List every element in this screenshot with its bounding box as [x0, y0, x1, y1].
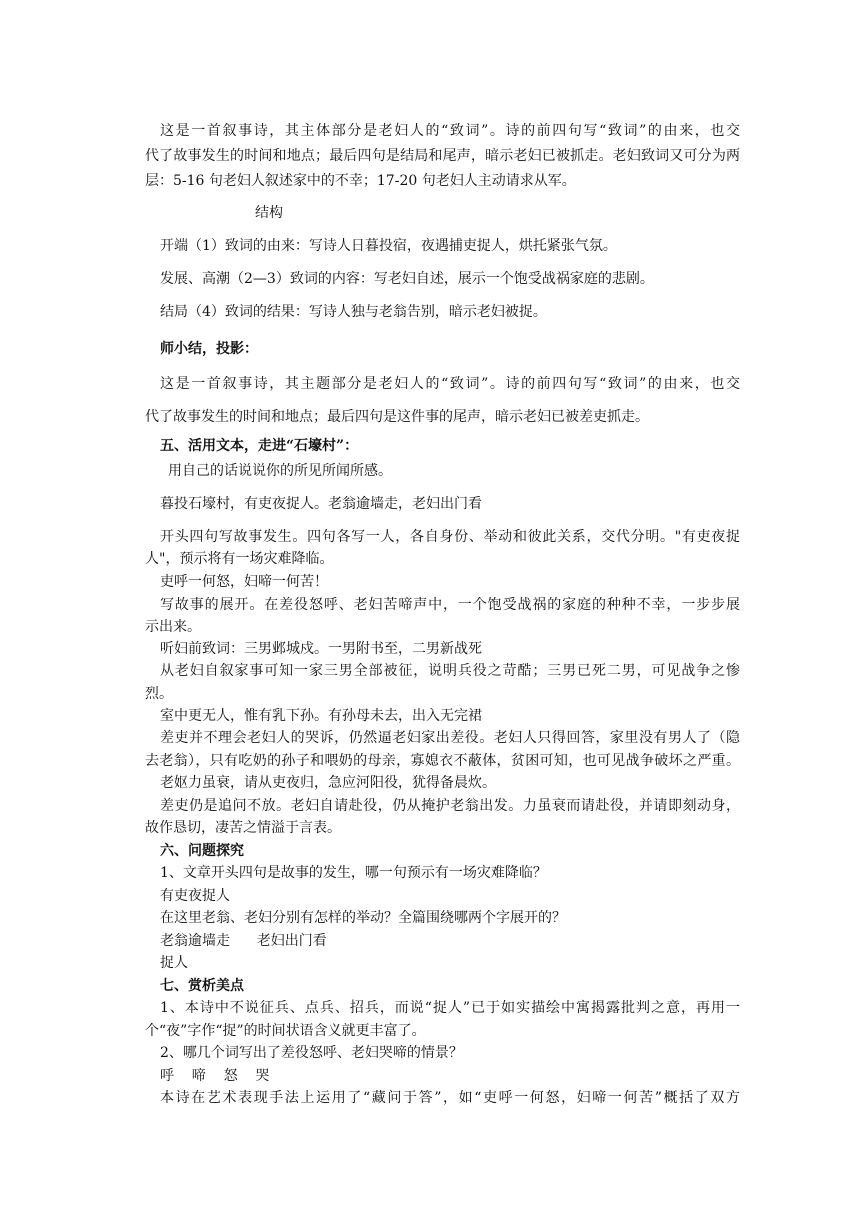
analysis-5-line-1: 差吏仍是追问不放。老妇自请赴役，仍从掩护老翁出发。力虽衰而请赴役，并请即刻动身， [160, 798, 740, 814]
paragraph-intro-line-1: 这是一首叙事诗，其主体部分是老妇人的“致词”。诗的前四句写“致词”的由来，也交 [160, 123, 740, 139]
analysis-3-line-1: 从老妇自叙家事可知一家三男全部被征，说明兵役之苛酷；三男已死二男，可见战争之惨 [160, 663, 740, 679]
poem-line-1: 暮投石壕村，有吏夜捉人。老翁逾墙走，老妇出门看 [160, 496, 482, 512]
section-six-heading: 六、问题探究 [160, 843, 244, 859]
summary-line-2: 代了故事发生的时间和地点；最后四句是这件事的尾声，暗示老妇已被差吏抓走。 [145, 409, 649, 425]
section-five-heading: 五、活用文本，走进“石壕村”： [160, 438, 359, 454]
analysis-2-line-2: 示出来。 [145, 619, 201, 635]
appreciation-1-line-1: 1、本诗中不说征兵、点兵、招兵，而说“捉人”已于如实描绘中寓揭露批判之意，再用一 [160, 1000, 740, 1016]
section-five-instruction: 用自己的话说说你的所见所闻所感。 [168, 463, 392, 479]
paragraph-intro-line-2: 代了故事发生的时间和地点；最后四句是结局和尾声，暗示老妇已被抓走。老妇致词又可分为两 [145, 148, 740, 164]
structure-ending: 结局（4）致词的结果：写诗人独与老翁告别，暗示老妇被捉。 [160, 304, 547, 320]
poem-line-2: 吏呼一何怒，妇啼一何苦！ [160, 574, 328, 590]
analysis-1-line-2: 人"，预示将有一场灾难降临。 [145, 551, 334, 567]
teacher-summary-heading: 师小结，投影： [160, 341, 258, 357]
appreciation-2-answer: 呼 啼 怒 哭 [160, 1068, 270, 1084]
analysis-2-line-1: 写故事的展开。在差役怒呼、老妇苦啼声中，一个饱受战祸的家庭的种种不幸，一步步展 [160, 597, 740, 613]
answer-1-followup: 老翁逾墙走 老妇出门看 [160, 933, 327, 949]
appreciation-1-line-2: 个“夜”字作“捉”的时间状语含义就更丰富了。 [145, 1023, 426, 1039]
answer-1: 有吏夜捉人 [160, 888, 230, 904]
poem-line-4: 室中更无人，惟有乳下孙。有孙母未去，出入无完裙 [160, 708, 482, 724]
question-1-followup: 在这里老翁、老妇分别有怎样的举动？全篇围绕哪两个字展开的？ [160, 910, 566, 926]
paragraph-intro-line-3: 层：5-16 句老妇人叙述家中的不幸；17-20 句老妇人主动请求从军。 [145, 173, 576, 189]
analysis-3-line-2: 烈。 [145, 686, 173, 702]
analysis-4-line-2: 去老翁），只有吃奶的孙子和喂奶的母亲，寡媳衣不蔽体，贫困可知，也可见战争破坏之严重。 [145, 753, 740, 769]
question-1: 1、文章开头四句是故事的发生，哪一句预示有一场灾难降临？ [160, 865, 547, 881]
poem-line-3: 听妇前致词：三男邺城戍。一男附书至，二男新战死 [160, 641, 482, 657]
analysis-5-line-2: 故作恳切，凄苦之情溢于言表。 [145, 820, 341, 836]
analysis-4-line-1: 差吏并不理会老妇人的哭诉，仍然逼老妇家出差役。老妇人只得回答，家里没有男人了（隐 [160, 730, 740, 746]
structure-development: 发展、高潮（2—3）致词的内容：写老妇自述，展示一个饱受战祸家庭的悲剧。 [160, 271, 654, 287]
appreciation-2-question: 2、哪几个词写出了差役怒呼、老妇哭啼的情景？ [160, 1045, 463, 1061]
poem-line-5: 老妪力虽衰，请从吏夜归，急应河阳役，犹得备晨炊。 [160, 775, 496, 791]
structure-opening: 开端（1）致词的由来：写诗人日暮投宿，夜遇捕吏捉人，烘托紧张气氛。 [160, 238, 617, 254]
structure-heading: 结构 [255, 205, 283, 221]
section-seven-heading: 七、赏析美点 [160, 978, 244, 994]
answer-1-keyword: 捉人 [160, 955, 188, 971]
appreciation-3-line-1: 本诗在艺术表现手法上运用了“藏问于答”，如“吏呼一何怒，妇啼一何苦”概括了双方 [160, 1090, 740, 1106]
analysis-1-line-1: 开头四句写故事发生。四句各写一人，各自身份、举动和彼此关系，交代分明。"有吏夜捉 [160, 529, 740, 545]
summary-line-1: 这是一首叙事诗，其主题部分是老妇人的“致词”。诗的前四句写“致词”的由来，也交 [160, 376, 740, 392]
